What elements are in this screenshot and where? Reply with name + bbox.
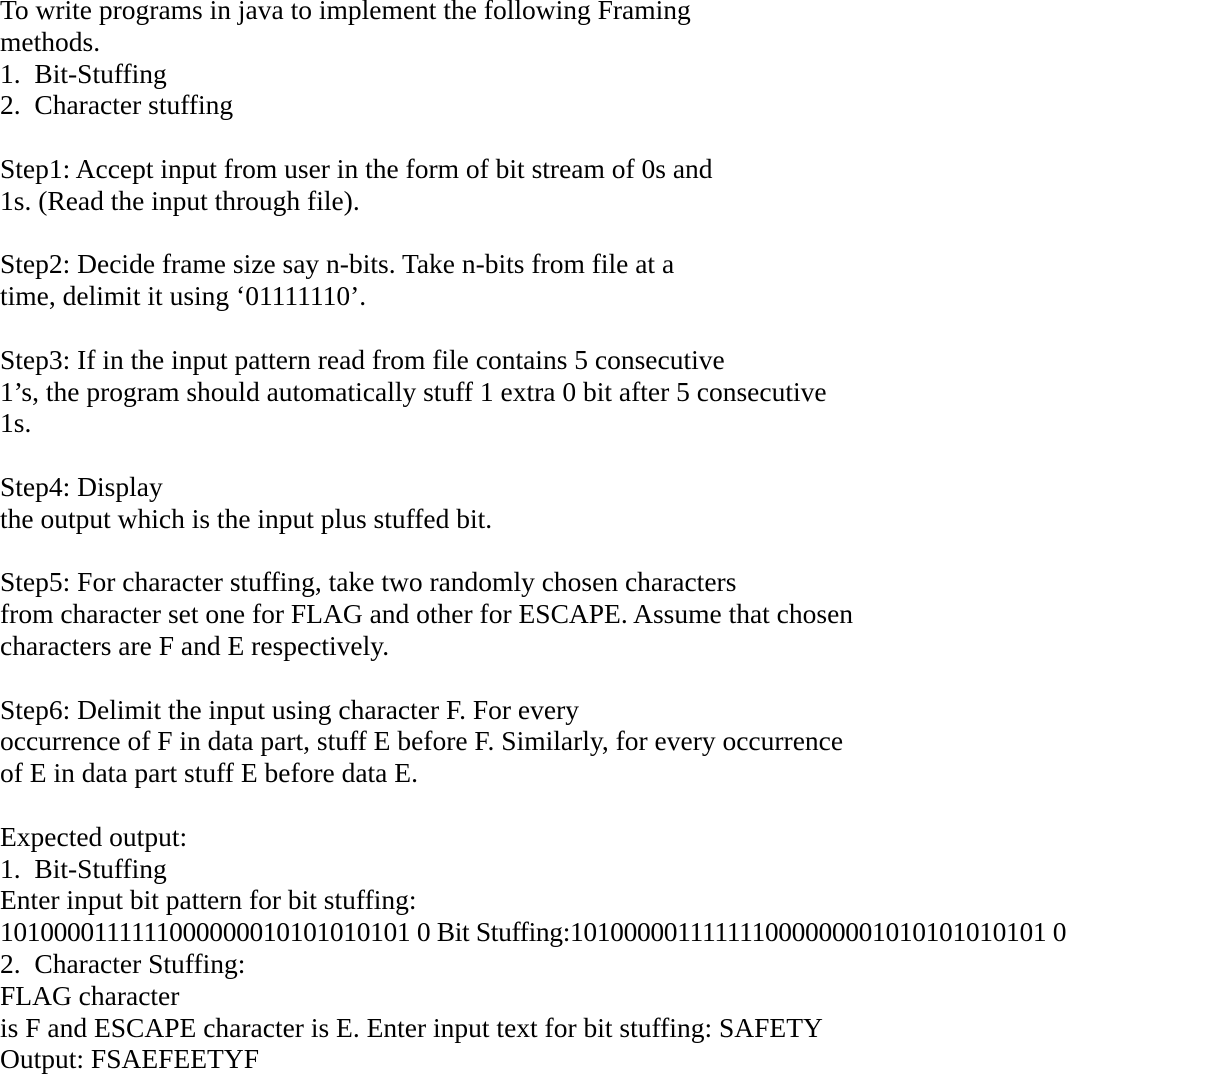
intro-line-1: To write programs in java to implement the following Framing <box>0 0 691 25</box>
spacer <box>0 662 1232 694</box>
spacer <box>0 789 1232 821</box>
expected-escape-line: is F and ESCAPE character is E. Enter input text for bit stuffing: SAFETY <box>0 1011 823 1043</box>
step3-line-3: 1s. <box>0 407 32 439</box>
step1-line-2: 1s. (Read the input through file). <box>0 184 360 216</box>
intro-line-2: methods. <box>0 25 101 57</box>
spacer <box>0 217 1232 249</box>
step6-line-2: occurrence of F in data part, stuff E before F. Similarly, for every occurrence <box>0 725 844 757</box>
step5-line-1: Step5: For character stuffing, take two randomly chosen characters <box>0 566 737 598</box>
step3-line-1: Step3: If in the input pattern read from file contains 5 consecutive <box>0 343 725 375</box>
intro-list-item-1: 1. Bit-Stuffing <box>0 57 167 89</box>
step1-line-1: Step1: Accept input from user in the form of bit stream of 0s and <box>0 152 713 184</box>
spacer <box>0 121 1232 153</box>
expected-prompt-line: Enter input bit pattern for bit stuffing: <box>0 884 417 916</box>
intro-list-item-2: 2. Character stuffing <box>0 89 234 121</box>
step4-line-1: Step4: Display <box>0 470 163 502</box>
expected-flag-line: FLAG character <box>0 979 180 1011</box>
step4-line-2: the output which is the input plus stuffed bit. <box>0 502 493 534</box>
spacer <box>0 312 1232 344</box>
step5-line-3: characters are F and E respectively. <box>0 629 390 661</box>
expected-output-line: Output: FSAEFEETYF <box>0 1043 259 1075</box>
step2-line-2: time, delimit it using ‘01111110’. <box>0 280 367 312</box>
step2-line-1: Step2: Decide frame size say n-bits. Take n-bits from file at a <box>0 248 675 280</box>
expected-list-item-1: 1. Bit-Stuffing <box>0 852 167 884</box>
step5-line-2: from character set one for FLAG and other for ESCAPE. Assume that chosen <box>0 598 854 630</box>
spacer <box>0 535 1232 567</box>
expected-list-item-2: 2. Character Stuffing: <box>0 947 246 979</box>
step6-line-3: of E in data part stuff E before data E. <box>0 757 418 789</box>
spacer <box>0 439 1232 471</box>
step6-line-1: Step6: Delimit the input using character F. For every <box>0 693 579 725</box>
step3-line-2: 1’s, the program should automatically stuff 1 extra 0 bit after 5 consecutive <box>0 375 827 407</box>
expected-output-heading: Expected output: <box>0 820 188 852</box>
expected-bit-stuffing-result: 1010000111111000000010101010101 0 Bit Stuffing:101000001111111000000001010101010101 0 <box>0 916 1067 948</box>
